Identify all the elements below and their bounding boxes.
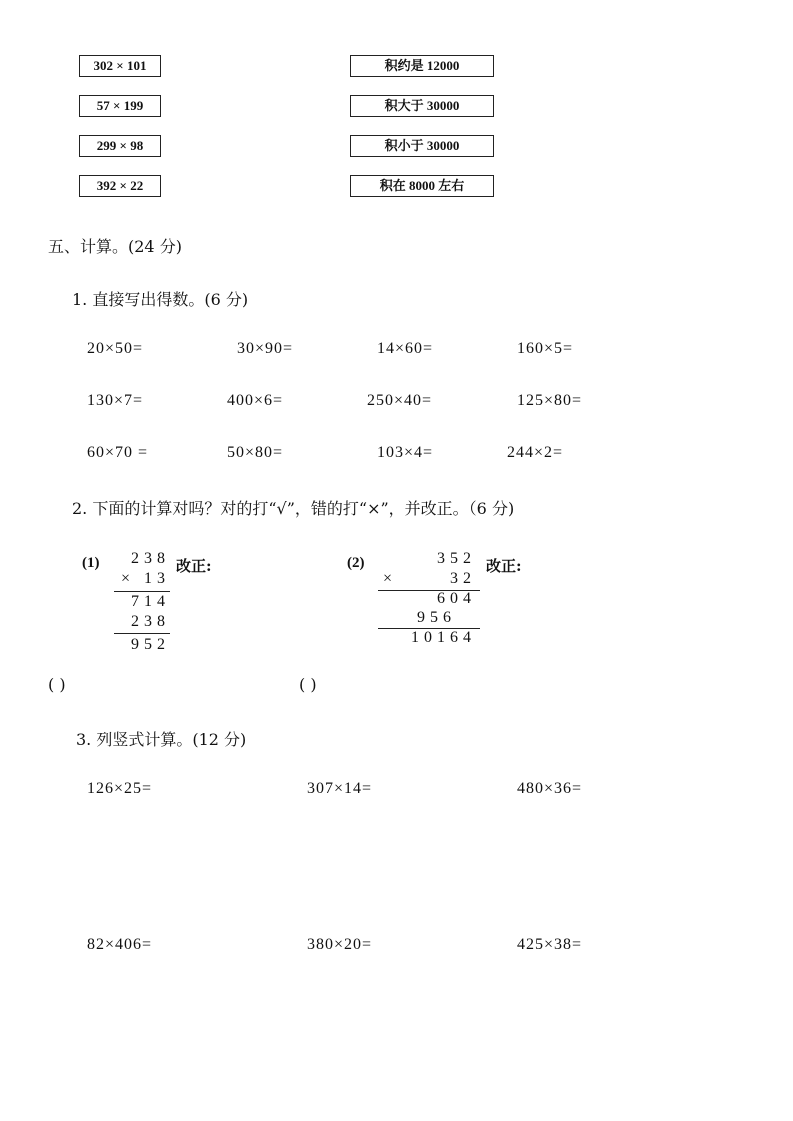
q3-item: 480×36=	[517, 780, 583, 797]
calc1-partial-1: 714	[131, 593, 170, 610]
match-right-2: 积大于 30000	[350, 95, 494, 117]
match-left-4: 392 × 22	[79, 175, 161, 197]
match-right-3: 积小于 30000	[350, 135, 494, 157]
calc1-correct-label: 改正:	[176, 557, 212, 575]
q1-item: 60×70 =	[87, 444, 149, 461]
q1-item: 50×80=	[227, 444, 284, 461]
calc2-partial-1: 604	[437, 590, 476, 607]
match-left-1: 302 × 101	[79, 55, 161, 77]
q3-item: 425×38=	[517, 936, 583, 953]
q3-item: 82×406=	[87, 936, 153, 953]
q1-item: 400×6=	[227, 392, 284, 409]
q3-item: 380×20=	[307, 936, 373, 953]
q2-title: 2. 下面的计算对吗？对的打“√”，错的打“×”，并改正。（6 分)	[72, 499, 515, 518]
calc1-line-1	[114, 591, 170, 592]
calc2-multiplier: 32	[450, 570, 476, 587]
calc1-label: (1)	[82, 555, 100, 571]
q1-item: 130×7=	[87, 392, 144, 409]
q3-title: 3. 列竖式计算。(12 分)	[76, 730, 247, 749]
q1-item: 103×4=	[377, 444, 434, 461]
q1-item: 20×50=	[87, 340, 144, 357]
calc1-result: 952	[131, 636, 170, 653]
q3-item: 307×14=	[307, 780, 373, 797]
calc2-partial-2: 956	[417, 609, 456, 626]
q3-item: 126×25=	[87, 780, 153, 797]
calc2-label: (2)	[347, 555, 365, 571]
q1-item: 30×90=	[237, 340, 294, 357]
answer-paren-2[interactable]: ( )	[299, 675, 317, 694]
match-left-3: 299 × 98	[79, 135, 161, 157]
q1-title: 1. 直接写出得数。(6 分)	[72, 290, 249, 309]
q1-item: 244×2=	[507, 444, 564, 461]
q1-item: 125×80=	[517, 392, 583, 409]
match-right-1: 积约是 12000	[350, 55, 494, 77]
q1-item: 250×40=	[367, 392, 433, 409]
match-right-4: 积在 8000 左右	[350, 175, 494, 197]
q1-item: 160×5=	[517, 340, 574, 357]
calc2-correct-label: 改正:	[486, 557, 522, 575]
calc1-line-2	[114, 633, 170, 634]
answer-paren-1[interactable]: ( )	[48, 675, 66, 694]
calc1-multiplicand: 238	[131, 550, 170, 567]
match-left-2: 57 × 199	[79, 95, 161, 117]
q1-item: 14×60=	[377, 340, 434, 357]
calc1-partial-2: 238	[131, 613, 170, 630]
calc2-multiplicand: 352	[437, 550, 476, 567]
calc1-multiplier: × 13	[120, 570, 170, 587]
calc2-result: 10164	[411, 629, 476, 646]
calc2-times: ×	[383, 570, 394, 587]
section-title: 五、计算。(24 分)	[48, 237, 182, 256]
